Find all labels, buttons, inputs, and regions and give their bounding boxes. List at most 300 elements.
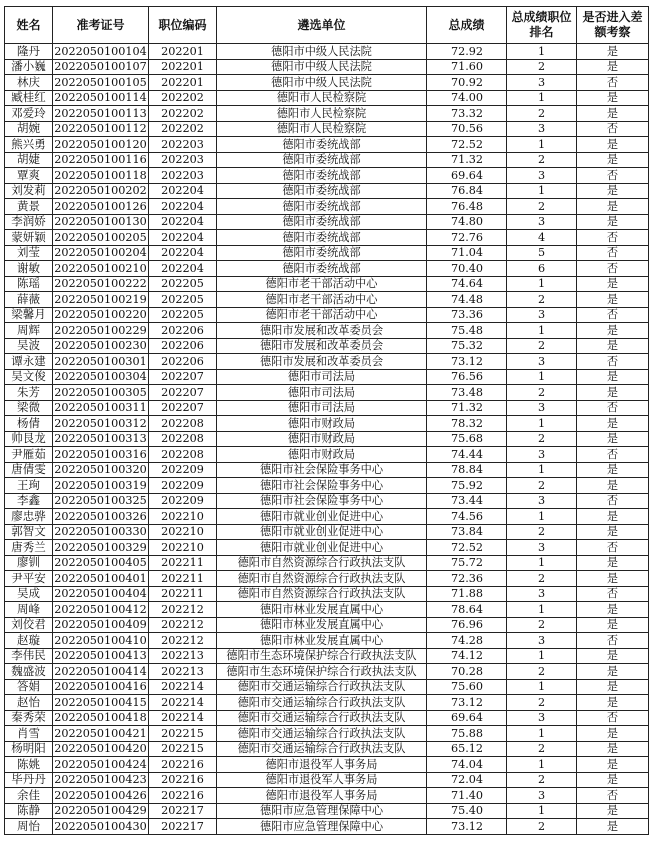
cell-rank: 3: [507, 710, 577, 726]
cell-rank: 3: [507, 586, 577, 602]
cell-score: 71.32: [427, 400, 507, 416]
table-row: [5, 555, 649, 571]
cell-score: 74.56: [427, 509, 507, 525]
cell-score: 72.76: [427, 230, 507, 246]
cell-job-code: 202204: [149, 214, 217, 230]
cell-name: 吴成: [5, 586, 53, 602]
cell-score: 73.84: [427, 524, 507, 540]
cell-rank: 5: [507, 245, 577, 261]
cell-unit: 德阳市林业发展直属中心: [217, 617, 427, 633]
cell-job-code: 202202: [149, 121, 217, 137]
cell-unit: 德阳市退役军人事务局: [217, 788, 427, 804]
cell-name: 朱芳: [5, 385, 53, 401]
cell-exam-no: 2022050100130: [54, 215, 147, 229]
cell-inspect: 否: [577, 493, 649, 509]
cell-score: 69.64: [427, 710, 507, 726]
cell-score: 74.80: [427, 214, 507, 230]
cell-unit: 德阳市人民检察院: [217, 90, 427, 106]
cell-name: 周怡: [5, 819, 53, 835]
cell-name: 林庆: [5, 75, 53, 91]
cell-job-code: 202212: [149, 602, 217, 618]
cell-inspect: 否: [577, 261, 649, 277]
cell-unit: 德阳市自然资源综合行政执法支队: [217, 571, 427, 587]
table-row: [5, 571, 649, 587]
cell-inspect: 否: [577, 400, 649, 416]
cell-unit: 德阳市中级人民法院: [217, 59, 427, 75]
cell-score: 78.32: [427, 416, 507, 432]
cell-exam-no: 2022050100205: [54, 230, 147, 244]
cell-score: 78.64: [427, 602, 507, 618]
cell-job-code: 202205: [149, 276, 217, 292]
cell-inspect: 是: [577, 90, 649, 106]
table-row: [5, 695, 649, 711]
cell-job-code: 202217: [149, 803, 217, 819]
cell-inspect: 是: [577, 199, 649, 215]
table-row: [5, 664, 649, 680]
cell-rank: 3: [507, 788, 577, 804]
cell-inspect: 是: [577, 524, 649, 540]
cell-name: 秦秀荣: [5, 710, 53, 726]
cell-name: 薛薇: [5, 292, 53, 308]
cell-name: 李伟民: [5, 648, 53, 664]
cell-unit: 德阳市社会保险事务中心: [217, 478, 427, 494]
cell-name: 胡婕: [5, 152, 53, 168]
cell-job-code: 202214: [149, 679, 217, 695]
table-row: [5, 44, 649, 60]
cell-unit: 德阳市发展和改革委员会: [217, 338, 427, 354]
cell-unit: 德阳市交通运输综合行政执法支队: [217, 741, 427, 757]
cell-name: 梁微: [5, 400, 53, 416]
cell-unit: 德阳市就业创业促进中心: [217, 509, 427, 525]
cell-inspect: 否: [577, 168, 649, 184]
cell-score: 76.48: [427, 199, 507, 215]
cell-inspect: 是: [577, 106, 649, 122]
cell-score: 72.36: [427, 571, 507, 587]
cell-exam-no: 2022050100220: [54, 308, 147, 322]
cell-score: 75.40: [427, 803, 507, 819]
cell-unit: 德阳市生态环境保护综合行政执法支队: [217, 664, 427, 680]
cell-name: 尹平安: [5, 571, 53, 587]
cell-inspect: 否: [577, 230, 649, 246]
cell-job-code: 202201: [149, 44, 217, 60]
cell-rank: 2: [507, 292, 577, 308]
cell-job-code: 202215: [149, 726, 217, 742]
cell-unit: 德阳市财政局: [217, 416, 427, 432]
table-header: [5, 7, 649, 44]
cell-exam-no: 2022050100113: [54, 106, 147, 120]
cell-inspect: 是: [577, 617, 649, 633]
cell-unit: 德阳市就业创业促进中心: [217, 524, 427, 540]
cell-unit: 德阳市中级人民法院: [217, 44, 427, 60]
table-row: [5, 447, 649, 463]
cell-job-code: 202211: [149, 571, 217, 587]
cell-exam-no: 2022050100412: [54, 602, 147, 616]
cell-name: 蒙妍颖: [5, 230, 53, 246]
cell-inspect: 是: [577, 214, 649, 230]
cell-rank: 4: [507, 230, 577, 246]
cell-unit: 德阳市委统战部: [217, 183, 427, 199]
cell-inspect: 是: [577, 44, 649, 60]
cell-score: 73.12: [427, 354, 507, 370]
table-row: [5, 292, 649, 308]
cell-job-code: 202203: [149, 168, 217, 184]
table-row: [5, 121, 649, 137]
header-inspect: 是否进入差额考察: [577, 7, 649, 44]
cell-job-code: 202211: [149, 586, 217, 602]
cell-score: 65.12: [427, 741, 507, 757]
cell-name: 王珣: [5, 478, 53, 494]
table-row: [5, 416, 649, 432]
cell-rank: 1: [507, 323, 577, 339]
cell-rank: 2: [507, 772, 577, 788]
cell-score: 75.68: [427, 431, 507, 447]
cell-name: 覃爽: [5, 168, 53, 184]
cell-rank: 1: [507, 726, 577, 742]
table-row: [5, 478, 649, 494]
cell-job-code: 202209: [149, 493, 217, 509]
cell-exam-no: 2022050100409: [54, 618, 147, 632]
table-row: [5, 741, 649, 757]
cell-job-code: 202214: [149, 710, 217, 726]
cell-inspect: 是: [577, 59, 649, 75]
cell-score: 74.44: [427, 447, 507, 463]
cell-rank: 3: [507, 75, 577, 91]
cell-job-code: 202205: [149, 307, 217, 323]
cell-score: 73.48: [427, 385, 507, 401]
cell-inspect: 是: [577, 803, 649, 819]
cell-inspect: 否: [577, 75, 649, 91]
cell-rank: 2: [507, 695, 577, 711]
cell-rank: 1: [507, 276, 577, 292]
cell-job-code: 202208: [149, 447, 217, 463]
cell-exam-no: 2022050100424: [54, 757, 147, 771]
table-row: [5, 617, 649, 633]
cell-inspect: 是: [577, 648, 649, 664]
cell-score: 76.84: [427, 183, 507, 199]
results-table: [4, 6, 649, 835]
cell-exam-no: 2022050100415: [54, 695, 147, 709]
cell-job-code: 202208: [149, 416, 217, 432]
cell-job-code: 202204: [149, 183, 217, 199]
cell-unit: 德阳市司法局: [217, 400, 427, 416]
cell-score: 69.64: [427, 168, 507, 184]
cell-rank: 3: [507, 168, 577, 184]
cell-score: 71.60: [427, 59, 507, 75]
cell-unit: 德阳市委统战部: [217, 214, 427, 230]
cell-inspect: 否: [577, 354, 649, 370]
cell-exam-no: 2022050100410: [54, 633, 147, 647]
cell-score: 70.40: [427, 261, 507, 277]
cell-score: 70.28: [427, 664, 507, 680]
cell-job-code: 202204: [149, 199, 217, 215]
header-row: [5, 7, 649, 44]
cell-inspect: 否: [577, 245, 649, 261]
cell-name: 熊兴勇: [5, 137, 53, 153]
cell-inspect: 是: [577, 183, 649, 199]
cell-unit: 德阳市就业创业促进中心: [217, 540, 427, 556]
header-rank: 总成绩职位排名: [507, 7, 577, 44]
table-body: [5, 44, 649, 835]
cell-score: 75.48: [427, 323, 507, 339]
cell-exam-no: 2022050100120: [54, 137, 147, 151]
table-row: [5, 679, 649, 695]
cell-job-code: 202210: [149, 524, 217, 540]
cell-job-code: 202209: [149, 462, 217, 478]
cell-exam-no: 2022050100112: [54, 122, 147, 136]
cell-unit: 德阳市社会保险事务中心: [217, 493, 427, 509]
cell-name: 谭永建: [5, 354, 53, 370]
cell-exam-no: 2022050100325: [54, 494, 147, 508]
cell-inspect: 否: [577, 633, 649, 649]
header-exam-no: 准考证号: [53, 7, 149, 44]
cell-rank: 3: [507, 307, 577, 323]
cell-exam-no: 2022050100114: [54, 91, 147, 105]
cell-name: 陈姚: [5, 757, 53, 773]
cell-name: 余佳: [5, 788, 53, 804]
table-row: [5, 726, 649, 742]
cell-exam-no: 2022050100326: [54, 509, 147, 523]
cell-rank: 2: [507, 617, 577, 633]
cell-job-code: 202206: [149, 323, 217, 339]
cell-job-code: 202213: [149, 648, 217, 664]
cell-inspect: 是: [577, 137, 649, 153]
cell-score: 78.84: [427, 462, 507, 478]
cell-rank: 3: [507, 400, 577, 416]
table-row: [5, 385, 649, 401]
cell-name: 邓爱玲: [5, 106, 53, 122]
cell-score: 73.12: [427, 695, 507, 711]
cell-name: 李润娇: [5, 214, 53, 230]
cell-unit: 德阳市退役军人事务局: [217, 772, 427, 788]
table-row: [5, 323, 649, 339]
header-name: 姓名: [5, 7, 53, 44]
cell-name: 尹雁茹: [5, 447, 53, 463]
table-row: [5, 90, 649, 106]
table-row: [5, 168, 649, 184]
cell-name: 黄景: [5, 199, 53, 215]
cell-inspect: 是: [577, 276, 649, 292]
cell-exam-no: 2022050100104: [54, 44, 147, 58]
cell-exam-no: 2022050100426: [54, 788, 147, 802]
cell-unit: 德阳市自然资源综合行政执法支队: [217, 555, 427, 571]
cell-unit: 德阳市司法局: [217, 385, 427, 401]
cell-rank: 3: [507, 214, 577, 230]
cell-exam-no: 2022050100316: [54, 447, 147, 461]
cell-rank: 2: [507, 664, 577, 680]
cell-rank: 3: [507, 493, 577, 509]
table-row: [5, 230, 649, 246]
cell-inspect: 是: [577, 741, 649, 757]
cell-exam-no: 2022050100421: [54, 726, 147, 740]
cell-rank: 1: [507, 137, 577, 153]
cell-unit: 德阳市社会保险事务中心: [217, 462, 427, 478]
cell-unit: 德阳市老干部活动中心: [217, 292, 427, 308]
cell-name: 梁馨月: [5, 307, 53, 323]
table-row: [5, 757, 649, 773]
cell-job-code: 202207: [149, 400, 217, 416]
cell-unit: 德阳市交通运输综合行政执法支队: [217, 695, 427, 711]
cell-rank: 1: [507, 44, 577, 60]
cell-job-code: 202201: [149, 59, 217, 75]
cell-inspect: 是: [577, 385, 649, 401]
cell-inspect: 是: [577, 664, 649, 680]
cell-name: 廖忠骅: [5, 509, 53, 525]
table-row: [5, 648, 649, 664]
cell-exam-no: 2022050100313: [54, 432, 147, 446]
cell-job-code: 202217: [149, 819, 217, 835]
cell-rank: 2: [507, 338, 577, 354]
cell-name: 周峰: [5, 602, 53, 618]
cell-unit: 德阳市发展和改革委员会: [217, 354, 427, 370]
cell-job-code: 202211: [149, 555, 217, 571]
cell-score: 72.52: [427, 137, 507, 153]
cell-job-code: 202207: [149, 385, 217, 401]
cell-rank: 1: [507, 555, 577, 571]
cell-score: 73.36: [427, 307, 507, 323]
cell-name: 杨明阳: [5, 741, 53, 757]
cell-unit: 德阳市发展和改革委员会: [217, 323, 427, 339]
cell-unit: 德阳市委统战部: [217, 245, 427, 261]
cell-score: 75.92: [427, 478, 507, 494]
cell-job-code: 202212: [149, 617, 217, 633]
cell-score: 74.64: [427, 276, 507, 292]
cell-inspect: 否: [577, 447, 649, 463]
cell-rank: 2: [507, 431, 577, 447]
table-row: [5, 245, 649, 261]
cell-name: 胡婉: [5, 121, 53, 137]
cell-name: 赵怡: [5, 695, 53, 711]
cell-rank: 1: [507, 679, 577, 695]
cell-rank: 3: [507, 540, 577, 556]
cell-exam-no: 2022050100329: [54, 540, 147, 554]
cell-rank: 2: [507, 524, 577, 540]
cell-inspect: 否: [577, 586, 649, 602]
table-row: [5, 431, 649, 447]
cell-exam-no: 2022050100420: [54, 742, 147, 756]
cell-exam-no: 2022050100116: [54, 153, 147, 167]
cell-name: 陈静: [5, 803, 53, 819]
cell-inspect: 是: [577, 338, 649, 354]
cell-name: 李鑫: [5, 493, 53, 509]
cell-unit: 德阳市委统战部: [217, 137, 427, 153]
table-row: [5, 106, 649, 122]
cell-inspect: 是: [577, 323, 649, 339]
cell-score: 74.12: [427, 648, 507, 664]
cell-unit: 德阳市委统战部: [217, 152, 427, 168]
cell-score: 75.60: [427, 679, 507, 695]
table-row: [5, 354, 649, 370]
cell-job-code: 202206: [149, 354, 217, 370]
cell-name: 魏盛波: [5, 664, 53, 680]
cell-rank: 1: [507, 602, 577, 618]
cell-name: 吴波: [5, 338, 53, 354]
cell-unit: 德阳市人民检察院: [217, 106, 427, 122]
cell-unit: 德阳市林业发展直属中心: [217, 633, 427, 649]
cell-name: 肖雪: [5, 726, 53, 742]
cell-job-code: 202215: [149, 741, 217, 757]
cell-inspect: 是: [577, 772, 649, 788]
cell-rank: 1: [507, 509, 577, 525]
cell-score: 70.92: [427, 75, 507, 91]
table-row: [5, 462, 649, 478]
cell-inspect: 是: [577, 509, 649, 525]
cell-name: 帅艮龙: [5, 431, 53, 447]
cell-rank: 2: [507, 106, 577, 122]
cell-unit: 德阳市交通运输综合行政执法支队: [217, 710, 427, 726]
cell-rank: 3: [507, 447, 577, 463]
table-row: [5, 602, 649, 618]
table-row: [5, 199, 649, 215]
cell-rank: 2: [507, 199, 577, 215]
cell-rank: 3: [507, 354, 577, 370]
cell-rank: 1: [507, 183, 577, 199]
cell-exam-no: 2022050100126: [54, 199, 147, 213]
cell-job-code: 202214: [149, 695, 217, 711]
cell-name: 唐秀兰: [5, 540, 53, 556]
cell-job-code: 202208: [149, 431, 217, 447]
cell-job-code: 202207: [149, 369, 217, 385]
cell-job-code: 202206: [149, 338, 217, 354]
table-row: [5, 803, 649, 819]
header-unit: 遴选单位: [217, 7, 427, 44]
cell-inspect: 是: [577, 695, 649, 711]
cell-inspect: 是: [577, 757, 649, 773]
cell-exam-no: 2022050100330: [54, 525, 147, 539]
table-row: [5, 540, 649, 556]
cell-exam-no: 2022050100105: [54, 75, 147, 89]
cell-exam-no: 2022050100418: [54, 711, 147, 725]
cell-name: 吴文俊: [5, 369, 53, 385]
cell-unit: 德阳市财政局: [217, 431, 427, 447]
cell-job-code: 202213: [149, 664, 217, 680]
cell-exam-no: 2022050100430: [54, 819, 147, 833]
cell-name: 毕丹丹: [5, 772, 53, 788]
cell-rank: 2: [507, 478, 577, 494]
cell-name: 刘佼君: [5, 617, 53, 633]
cell-job-code: 202216: [149, 757, 217, 773]
cell-name: 陈瑶: [5, 276, 53, 292]
cell-score: 73.32: [427, 106, 507, 122]
table-row: [5, 633, 649, 649]
cell-name: 唐倩雯: [5, 462, 53, 478]
cell-rank: 2: [507, 385, 577, 401]
cell-inspect: 是: [577, 819, 649, 835]
cell-unit: 德阳市退役军人事务局: [217, 757, 427, 773]
cell-rank: 2: [507, 152, 577, 168]
cell-inspect: 是: [577, 478, 649, 494]
cell-unit: 德阳市生态环境保护综合行政执法支队: [217, 648, 427, 664]
table-row: [5, 307, 649, 323]
cell-score: 71.32: [427, 152, 507, 168]
cell-inspect: 是: [577, 602, 649, 618]
cell-name: 答娟: [5, 679, 53, 695]
cell-name: 周辉: [5, 323, 53, 339]
cell-inspect: 否: [577, 307, 649, 323]
table-row: [5, 509, 649, 525]
cell-inspect: 是: [577, 152, 649, 168]
cell-name: 隆丹: [5, 44, 53, 60]
cell-job-code: 202210: [149, 540, 217, 556]
cell-score: 71.04: [427, 245, 507, 261]
cell-exam-no: 2022050100204: [54, 246, 147, 260]
cell-exam-no: 2022050100401: [54, 571, 147, 585]
cell-exam-no: 2022050100319: [54, 478, 147, 492]
table-row: [5, 152, 649, 168]
cell-exam-no: 2022050100229: [54, 323, 147, 337]
cell-score: 76.56: [427, 369, 507, 385]
cell-name: 赵璇: [5, 633, 53, 649]
cell-unit: 德阳市委统战部: [217, 230, 427, 246]
